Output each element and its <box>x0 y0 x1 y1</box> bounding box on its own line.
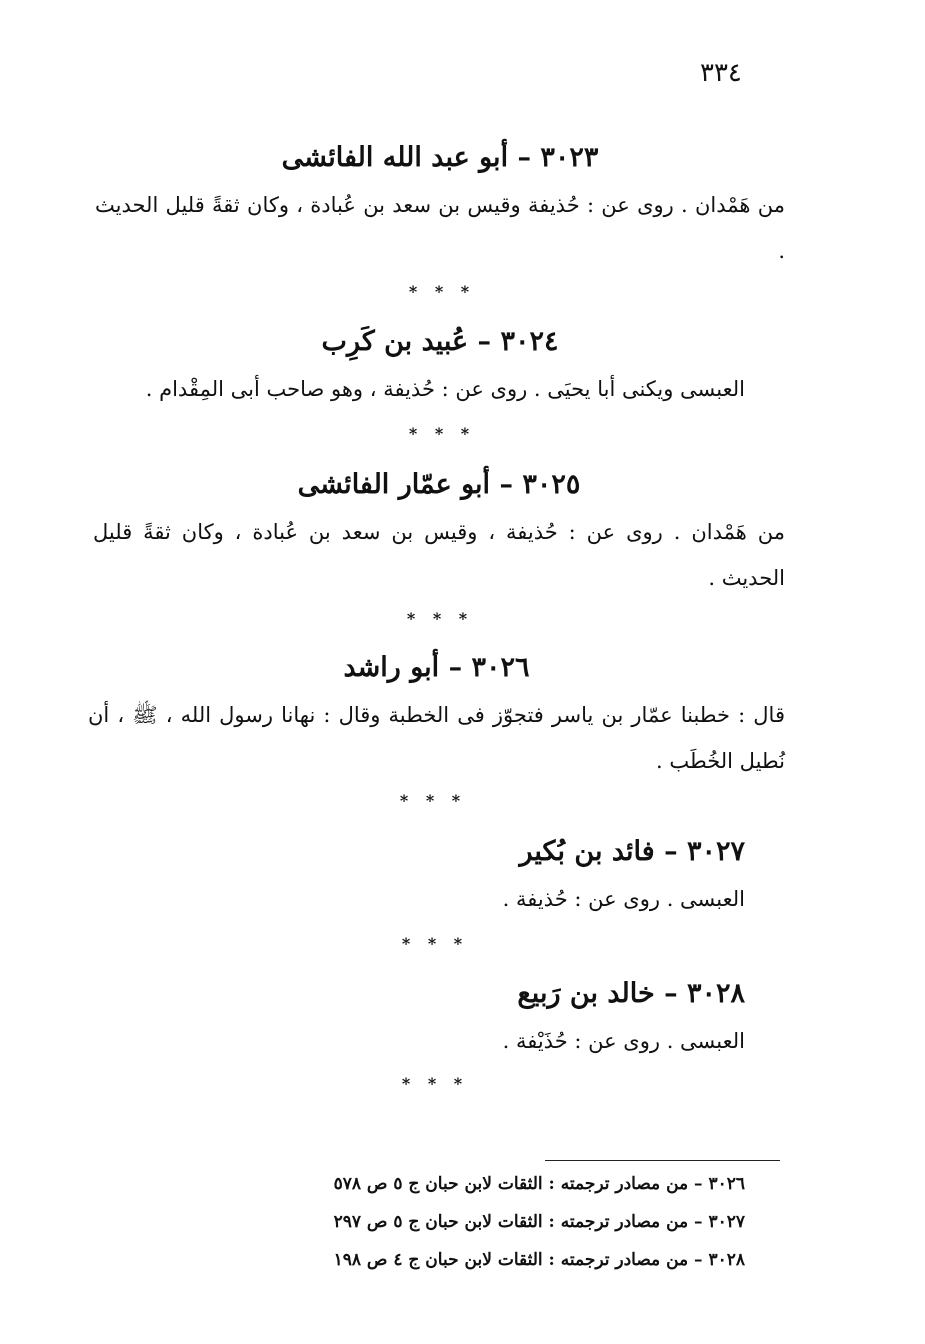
entry-body: قال : خطبنا عمّار بن ياسر فتجوّز فى الخطبة وقال : نهانا رسول الله ، ﷺ ، أن نُطيل الخُطَب . <box>88 703 785 773</box>
entry-heading: ٣٠٢٦ – أبو راشد <box>343 652 530 683</box>
entry-heading: ٣٠٢٤ – عُبيد بن كَرِب <box>321 326 559 357</box>
entry-body: العبسى . روى عن : حُذيفة . <box>502 887 745 911</box>
separator: * * * <box>401 1074 469 1093</box>
entry-3025 <box>93 465 785 601</box>
entry-body: من هَمْدان . روى عن : حُذيفة وقيس بن سعد بن عُبادة ، وكان ثقةً قليل الحديث . <box>95 193 785 263</box>
entry-heading: ٣٠٢٥ – أبو عمّار الفائشى <box>297 469 581 500</box>
entry-heading: ٣٠٢٨ – خالد بن رَبيع <box>517 978 745 1009</box>
separator: * * * <box>408 282 476 301</box>
separator: * * * <box>401 934 469 953</box>
footnote: ٣٠٢٨ – من مصادر ترجمته : الثقات لابن حبان ج ٤ ص ١٩٨ <box>333 1250 745 1270</box>
footnote: ٣٠٢٧ – من مصادر ترجمته : الثقات لابن حبان ج ٥ ص ٢٩٧ <box>333 1212 745 1232</box>
entry-body: من هَمْدان . روى عن : حُذيفة ، وقيس بن سعد بن عُبادة ، وكان ثقةً قليل الحديث . <box>93 520 785 590</box>
separator: * * * <box>399 791 467 810</box>
entry-3027 <box>300 832 745 922</box>
entry-3024 <box>95 322 785 412</box>
page-number: ٣٣٤ <box>700 58 742 88</box>
separator: * * * <box>408 424 476 443</box>
entry-3026 <box>88 648 785 784</box>
separator: * * * <box>406 609 474 628</box>
entry-body: العبسى ويكنى أبا يحيَى . روى عن : حُذيفة ، وهو صاحب أبى المِقْدام . <box>145 377 745 401</box>
footnote: ٣٠٢٦ – من مصادر ترجمته : الثقات لابن حبان ج ٥ ص ٥٧٨ <box>333 1174 745 1194</box>
entry-heading: ٣٠٢٧ – فائد بن بُكير <box>519 836 745 867</box>
entry-heading: ٣٠٢٣ – أبو عبد الله الفائشى <box>281 142 599 173</box>
footnotes <box>245 1165 745 1279</box>
entry-body: العبسى . روى عن : حُذَيْفة . <box>502 1029 745 1053</box>
entry-3028 <box>300 974 745 1064</box>
entry-3023 <box>95 138 785 274</box>
footnote-divider <box>545 1160 780 1161</box>
